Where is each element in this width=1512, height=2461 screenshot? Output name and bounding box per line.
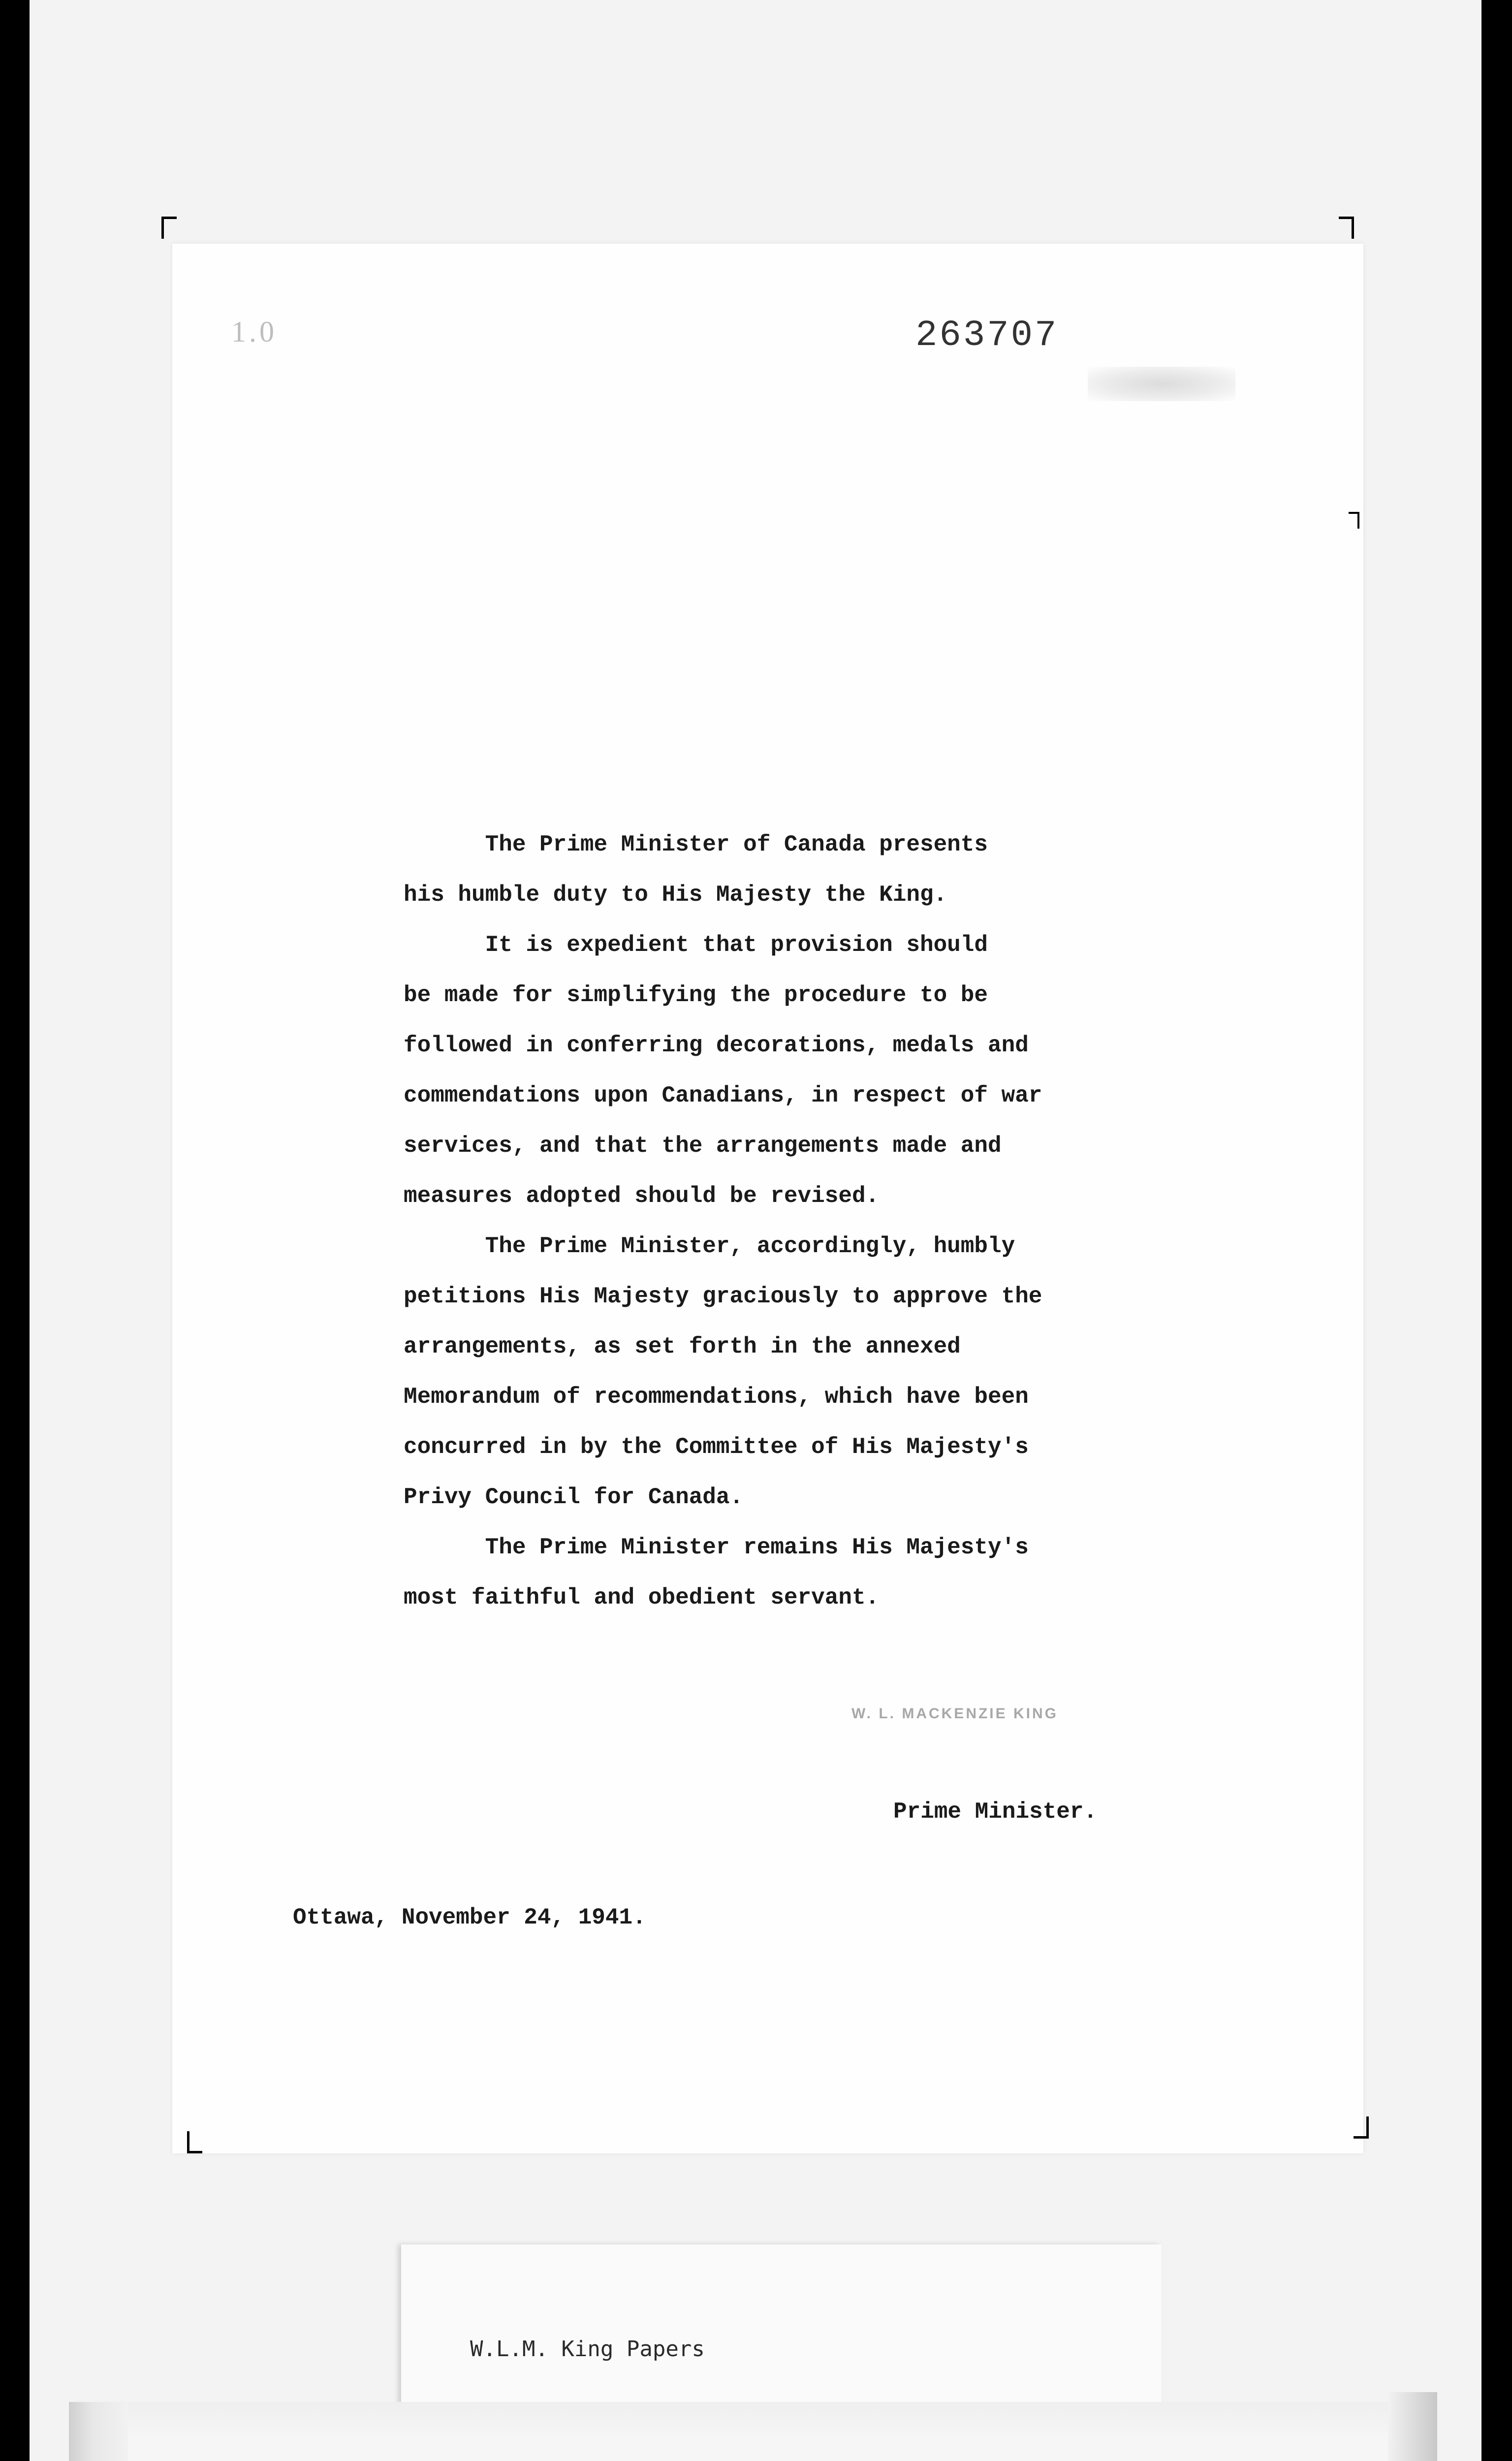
- banner-edge-left: [69, 2402, 128, 2461]
- paragraph: The Prime Minister of Canada presents his humble duty to His Majesty the King.: [404, 832, 988, 908]
- crop-mark-bottom-right: [1354, 2116, 1369, 2139]
- faint-file-mark: 1.0: [231, 316, 277, 348]
- paragraph: It is expedient that provision should be made for simplifying the procedure to be followed in conferring decorations, medals and commendations upon Canadians, in respect of war services, and that the arrangements made and measures adopted should be revised.: [404, 932, 1042, 1209]
- date-line: Ottawa, November 24, 1941.: [293, 1905, 646, 1930]
- crop-mark-top-right: [1339, 217, 1354, 239]
- paragraph: The Prime Minister remains His Majesty's most faithful and obedient servant.: [404, 1535, 1029, 1610]
- catalog-label: [401, 2244, 1162, 2407]
- archives-banner: [98, 2402, 1437, 2461]
- letter-body: [404, 820, 1162, 1623]
- catalog-line: W.L.M. King Papers: [470, 2336, 705, 2362]
- signature-title: Prime Minister.: [893, 1799, 1098, 1825]
- crop-mark-right: [1349, 512, 1359, 529]
- document-number: 263707: [915, 315, 1059, 356]
- banner-edge-right: [1388, 2392, 1437, 2461]
- crop-mark-bottom-left: [187, 2131, 202, 2153]
- ink-smudge: [1088, 367, 1235, 401]
- signature-stamp: W. L. MACKENZIE KING: [851, 1705, 1058, 1722]
- paragraph: The Prime Minister, accordingly, humbly petitions His Majesty graciously to approve the arrangements, as set forth in the annexed Memorandum of recommendations, which have been concurred in by the Committee of His Majesty's Privy Council for Canada.: [404, 1233, 1042, 1510]
- crop-mark-top-left: [161, 217, 177, 239]
